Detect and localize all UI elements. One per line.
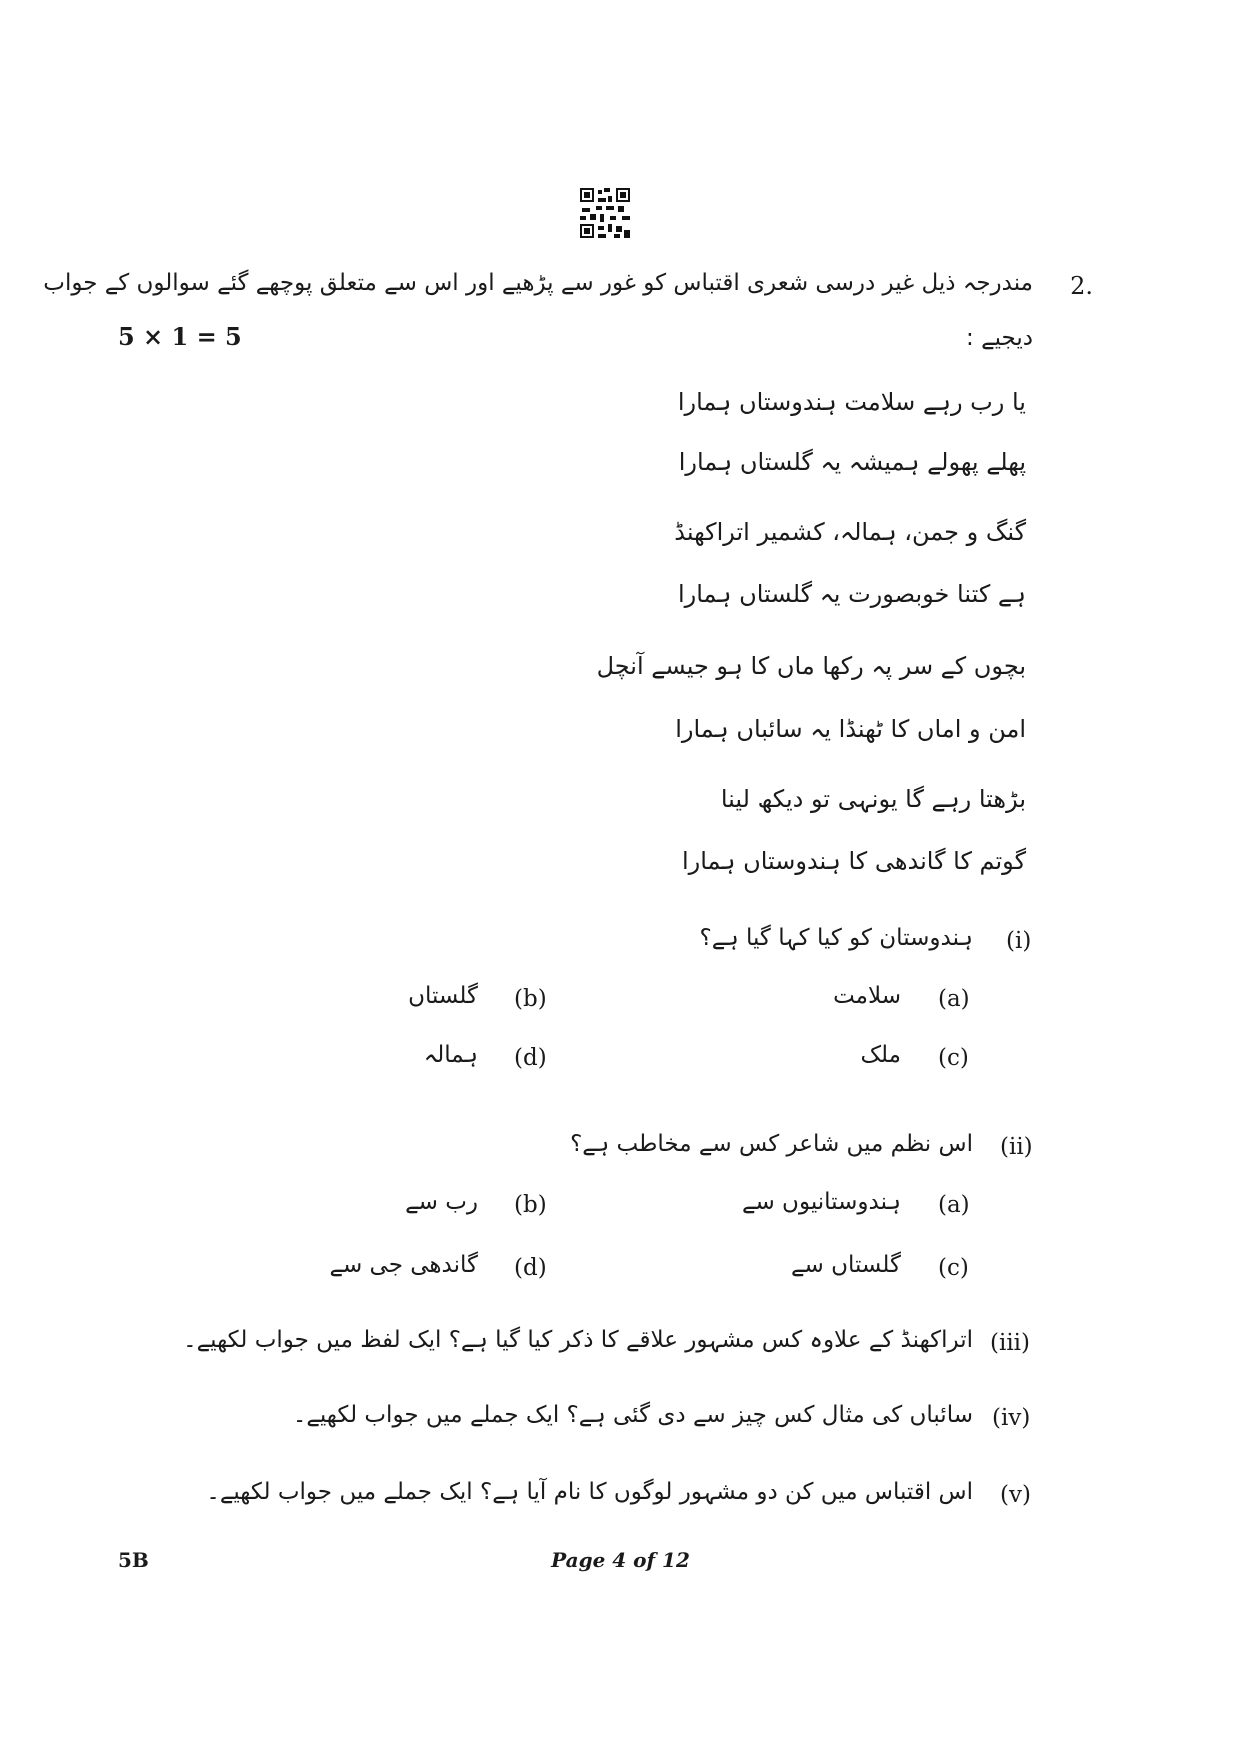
option-text: گلستاں سے: [791, 1252, 901, 1278]
option-label: (b): [514, 1192, 547, 1218]
poem-line: یا رب رہے سلامت ہندوستاں ہمارا: [677, 388, 1026, 416]
poem-line: پھلے پھولے ہمیشہ یہ گلستاں ہمارا: [678, 448, 1026, 476]
option-text: ہمالہ: [423, 1042, 478, 1068]
subquestion-number: (iv): [992, 1405, 1031, 1431]
subquestion-number: (i): [1006, 928, 1032, 954]
subquestion-number: (ii): [1000, 1134, 1033, 1160]
poem-line: گنگ و جمن، ہمالہ، کشمیر اتراکھنڈ: [674, 518, 1026, 546]
subquestion-text: اتراکھنڈ کے علاوہ کس مشہور علاقے کا ذکر کیا گیا ہے؟ ایک لفظ میں جواب لکھیے۔: [183, 1327, 973, 1353]
subquestion-number: (iii): [990, 1330, 1031, 1356]
poem-line: بڑھتا رہے گا یونہی تو دیکھ لینا: [720, 785, 1026, 813]
poem-line: گوتم کا گاندھی کا ہندوستاں ہمارا: [681, 847, 1026, 875]
page-number: Page 4 of 12: [551, 1548, 690, 1572]
subquestion-text: سائباں کی مثال کس چیز سے دی گئی ہے؟ ایک جملے میں جواب لکھیے۔: [292, 1402, 973, 1428]
option-text: گلستاں: [408, 983, 478, 1009]
question-instruction: مندرجہ ذیل غیر درسی شعری اقتباس کو غور سے پڑھیے اور اس سے متعلق پوچھے گئے سوالوں کے جواب: [43, 270, 1033, 296]
question-instruction-continued: دیجیے :: [966, 325, 1033, 351]
option-label: (a): [938, 1192, 970, 1218]
qr-code: [580, 188, 630, 238]
question-number: 2.: [1070, 272, 1093, 300]
option-text: رب سے: [405, 1189, 478, 1215]
option-label: (c): [938, 1255, 969, 1281]
option-label: (d): [514, 1255, 547, 1281]
paper-code: 5B: [118, 1548, 149, 1572]
subquestion-text: ہندوستان کو کیا کہا گیا ہے؟: [699, 925, 973, 951]
option-text: گاندھی جی سے: [329, 1252, 478, 1278]
poem-line: امن و اماں کا ٹھنڈا یہ سائباں ہمارا: [675, 715, 1026, 743]
subquestion-text: اس نظم میں شاعر کس سے مخاطب ہے؟: [570, 1131, 973, 1157]
poem-line: ہے کتنا خوبصورت یہ گلستاں ہمارا: [677, 580, 1026, 608]
option-text: ملک: [860, 1042, 901, 1068]
option-text: ہندوستانیوں سے: [742, 1189, 901, 1215]
option-label: (c): [938, 1045, 969, 1071]
poem-line: بچوں کے سر پہ رکھا ماں کا ہو جیسے آنچل: [596, 652, 1026, 680]
option-label: (a): [938, 986, 970, 1012]
option-label: (d): [514, 1045, 547, 1071]
subquestion-text: اس اقتباس میں کن دو مشہور لوگوں کا نام آیا ہے؟ ایک جملے میں جواب لکھیے۔: [206, 1479, 973, 1505]
option-label: (b): [514, 986, 547, 1012]
option-text: سلامت: [833, 983, 901, 1009]
marks-allocation: 5 × 1 = 5: [118, 322, 242, 351]
subquestion-number: (v): [1000, 1482, 1031, 1508]
